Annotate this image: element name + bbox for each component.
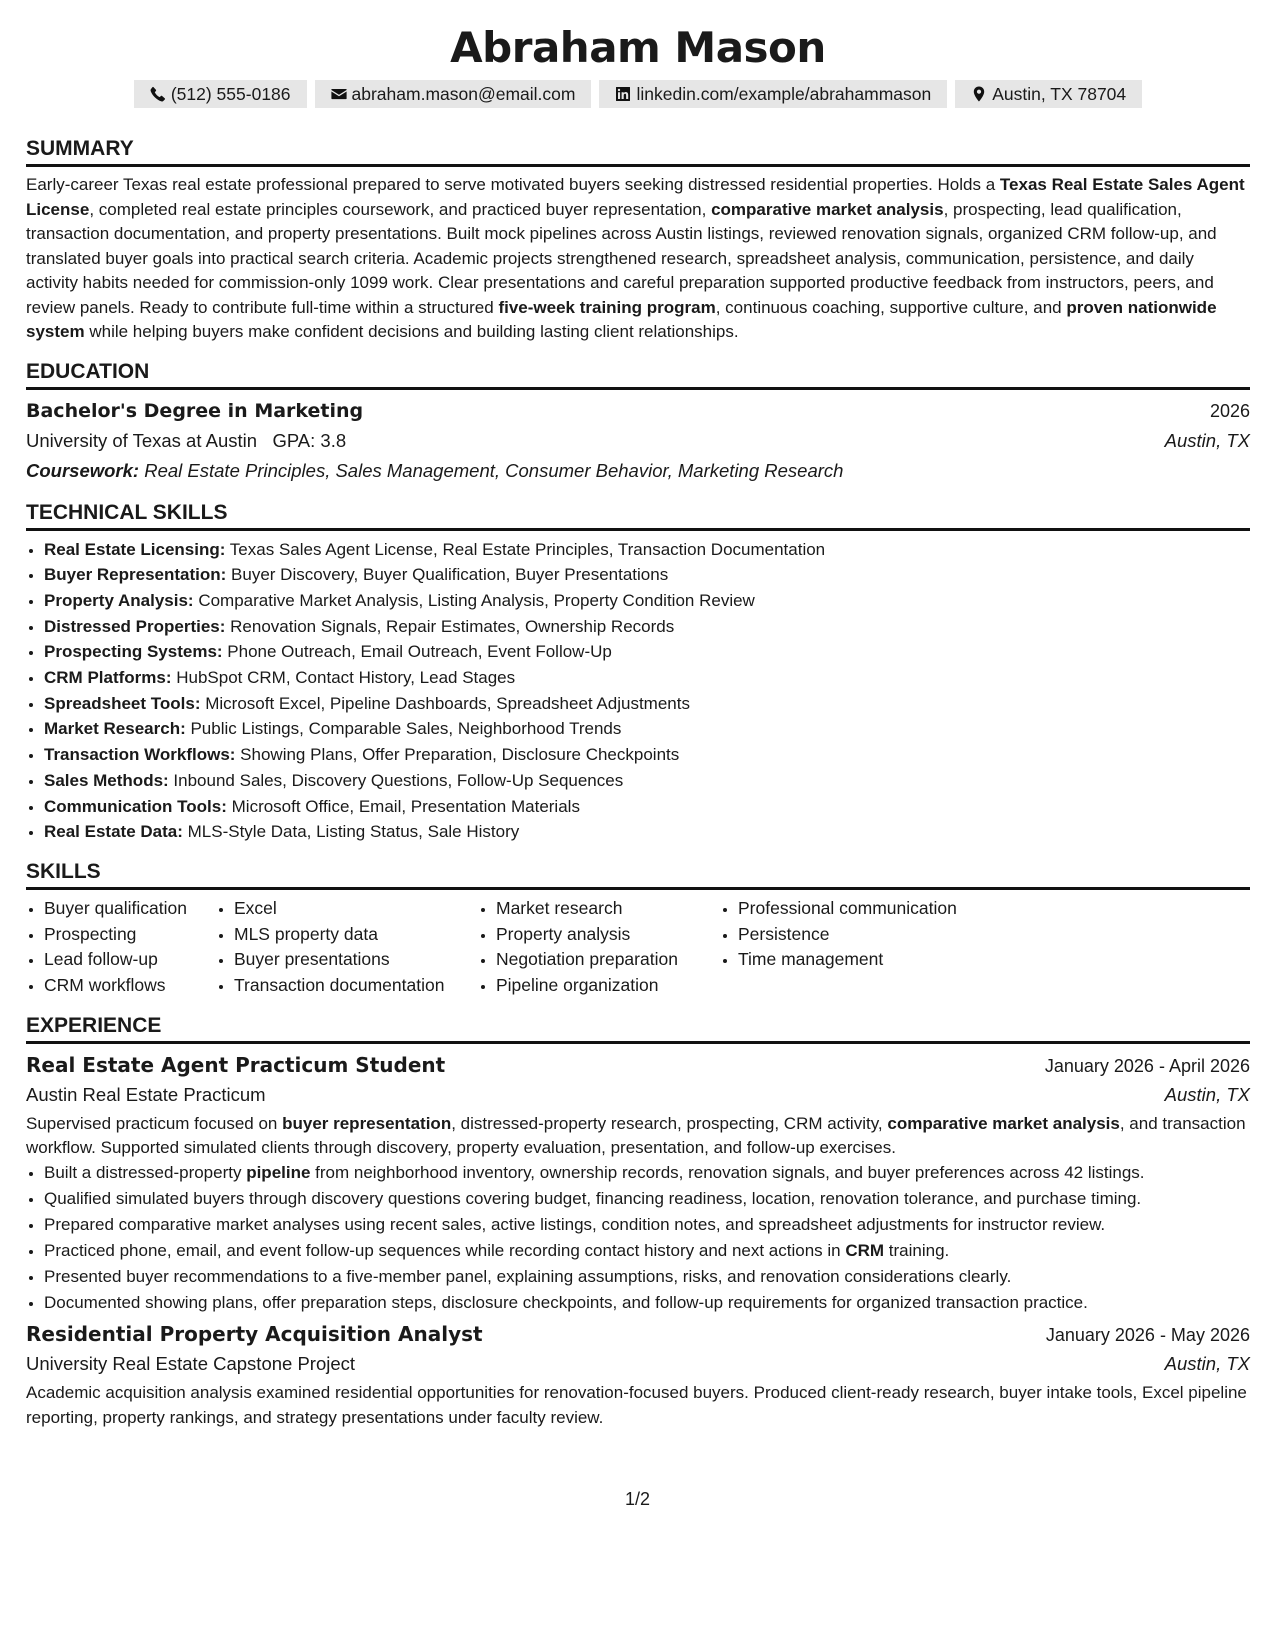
job-header-row [26,1050,1250,1080]
technical-skills-section [26,500,1250,845]
bullet-text-bold: CRM [845,1240,885,1260]
coursework-label: Coursework: [26,459,140,481]
list-item: • Persistence [738,922,1038,948]
list-item [44,768,1250,794]
bullet-text: Documented showing plans, offer preparation steps, disclosure checkpoints, and follow-up requirements for organized transaction practice. [44,1292,1088,1312]
list-item: • Buyer qualification [44,896,216,922]
list-item [44,639,1250,665]
summary-section [26,136,1250,345]
job-title: Real Estate Agent Practicum Student [26,1052,446,1077]
list-item [44,1187,1250,1212]
list-item: • Lead follow-up [44,947,216,973]
skill-values: Buyer Discovery, Buyer Qualification, Buyer Presentations [226,565,669,585]
list-item: • Property analysis [496,922,720,948]
list-item [44,1161,1250,1186]
skill-values: MLS-Style Data, Listing Status, Sale History [182,822,520,842]
degree-title: Bachelor's Degree in Marketing [26,399,364,422]
skill-category: CRM Platforms: [44,668,172,688]
job-summary [26,1112,1250,1161]
job-dates: January 2026 - April 2026 [1044,1055,1250,1076]
skill-values: HubSpot CRM, Contact History, Lead Stages [171,668,516,688]
job-organization: Austin Real Estate Practicum [26,1083,266,1105]
bullet-text: training. [884,1240,950,1260]
job-summary-segment: Academic acquisition analysis examined residential opportunities for renovation-focused buyers. Produced client-ready research, buyer intake tools, Excel pipeline reporting, property rankings, and strategy presentations under faculty review. [26,1383,1247,1427]
skill-values: Renovation Signals, Repair Estimates, Ownership Records [225,616,675,636]
phone-text: (512) 555-0186 [170,84,291,104]
skill-category: Sales Methods: [44,770,169,790]
bullet-text: Prepared comparative market analyses using recent sales, active listings, condition notes, and spreadsheet adjustments for instructor review. [44,1214,1106,1234]
job-summary [26,1381,1250,1430]
candidate-name: Abraham Mason [450,23,826,72]
skill-category: Prospecting Systems: [44,642,223,662]
contact-bar [26,80,1250,108]
list-item [44,1213,1250,1238]
list-item [44,1265,1250,1290]
bullet-text: Qualified simulated buyers through discovery questions covering budget, financing readiness, location, renovation tolerance, and purchase timing. [44,1188,1142,1208]
contact-location [955,80,1142,108]
skill-category: Buyer Representation: [44,565,227,585]
linkedin-icon [615,86,631,102]
skills-column-2 [216,896,478,999]
education-school-row [26,426,1250,456]
skill-category: Spreadsheet Tools: [44,693,201,713]
list-item: • Transaction documentation [234,973,478,999]
skill-category: Real Estate Licensing: [44,539,226,559]
summary-segment: , completed real estate principles coursework, and practiced buyer representation, [89,199,712,219]
skill-category: Distressed Properties: [44,616,226,636]
job-org-row [26,1349,1250,1379]
skill-values: Showing Plans, Offer Preparation, Disclosure Checkpoints [235,745,680,765]
skills-column-3 [478,896,720,999]
bullet-text-bold: pipeline [246,1162,311,1182]
coursework-list: Real Estate Principles, Sales Management, Consumer Behavior, Marketing Research [139,459,844,481]
page-number: 1/2 [624,1489,651,1509]
job-header-row [26,1319,1250,1349]
experience-heading: EXPERIENCE [26,1013,1250,1044]
bullet-text: from neighborhood inventory, ownership records, renovation signals, and buyer preferences across 42 listings. [310,1162,1145,1182]
skill-values: Microsoft Office, Email, Presentation Materials [226,796,580,816]
job-location: Austin, TX [1164,1083,1250,1105]
experience-section [26,1013,1250,1431]
skills-column-4 [720,896,1038,999]
list-item: • Pipeline organization [496,973,720,999]
summary-segment: Early-career Texas real estate professional prepared to serve motivated buyers seeking distressed residential properties. Holds a [26,175,1000,194]
list-item: • CRM workflows [44,973,216,999]
job-summary-segment-bold: comparative market analysis [887,1113,1120,1133]
skill-values: Inbound Sales, Discovery Questions, Follow-Up Sequences [168,770,624,790]
summary-segment-bold: Texas Real Estate Sales Agent License [26,175,1245,219]
technical-skills-list [26,537,1250,845]
list-item: • Time management [738,947,1038,973]
job-organization: University Real Estate Capstone Project [26,1353,356,1375]
list-item [44,665,1250,691]
contact-email[interactable] [315,80,592,108]
list-item [44,1291,1250,1316]
list-item [44,614,1250,640]
map-pin-icon [971,86,987,102]
education-header-row [26,396,1250,426]
contact-linkedin[interactable] [599,80,947,108]
skill-values: Texas Sales Agent License, Real Estate Principles, Transaction Documentation [225,539,826,559]
envelope-icon [331,86,347,102]
bullet-text: Practiced phone, email, and event follow-up sequences while recording contact history and next actions in [44,1240,846,1260]
skill-category: Communication Tools: [44,796,227,816]
summary-segment: , prospecting, lead qualification, transaction documentation, and property presentations. Built mock pipelines across Austin listings, reviewed renovation signals, organized CRM follow-up, and translated buyer goals into practical search criteria. Academic projects strengthened research, spreadsheet analysis, communication, persistence, and daily activity habits needed for commission-only 1099 work. Clear presentations and careful preparation supported productive feedback from instructors, peers, and review panels. Ready to contribute full-time within a structured [26,199,1217,317]
job-summary-segment-bold: buyer representation [282,1113,452,1133]
summary-segment-bold: five-week training program [498,297,716,317]
contact-phone [134,80,307,108]
list-item: • Professional communication [738,896,1038,922]
job-summary-segment: , distressed-property research, prospecting, CRM activity, [451,1113,888,1133]
job-org-row [26,1080,1250,1110]
technical-skills-heading: TECHNICAL SKILLS [26,500,1250,531]
school-location: Austin, TX [1164,429,1250,451]
skill-category: Real Estate Data: [44,822,183,842]
list-item: • Buyer presentations [234,947,478,973]
list-item: • Negotiation preparation [496,947,720,973]
summary-text [26,173,1250,345]
graduation-year: 2026 [1209,400,1250,421]
school-name: University of Texas at Austin [26,429,258,451]
list-item: • Excel [234,896,478,922]
list-item [44,716,1250,742]
skill-category: Property Analysis: [44,590,194,610]
education-section [26,359,1250,486]
bullet-text: Presented buyer recommendations to a five-member panel, explaining assumptions, risks, and renovation considerations clearly. [44,1266,1012,1286]
job-entry [26,1050,1250,1316]
list-item [44,794,1250,820]
list-item [44,537,1250,563]
list-item: • Prospecting [44,922,216,948]
skill-values: Phone Outreach, Email Outreach, Event Follow-Up [222,642,612,662]
skills-columns [26,896,1250,999]
summary-segment-bold: comparative market analysis [711,199,944,219]
skill-category: Transaction Workflows: [44,745,236,765]
resume-page [26,20,1250,1430]
skills-heading: SKILLS [26,859,1250,890]
list-item [44,819,1250,845]
list-item: • Market research [496,896,720,922]
list-item: • MLS property data [234,922,478,948]
list-item [44,588,1250,614]
linkedin-text: linkedin.com/example/abrahammason [636,84,932,104]
job-summary-segment: , and transaction workflow. Supported simulated clients through discovery, property evaluation, presentation, and follow-up exercises. [26,1113,1246,1158]
job-bullets [26,1161,1250,1316]
skill-values: Microsoft Excel, Pipeline Dashboards, Spreadsheet Adjustments [200,693,690,713]
job-title: Residential Property Acquisition Analyst [26,1322,483,1347]
bullet-text: Built a distressed-property [44,1162,247,1182]
job-dates: January 2026 - May 2026 [1045,1325,1250,1346]
skill-values: Public Listings, Comparable Sales, Neighborhood Trends [185,719,622,739]
skills-section [26,859,1250,999]
school-line [26,426,346,456]
job-location: Austin, TX [1164,1353,1250,1375]
list-item [44,742,1250,768]
job-entry [26,1319,1250,1430]
coursework-line [26,456,1250,486]
education-heading: EDUCATION [26,359,1250,390]
summary-segment-bold: proven nationwide system [26,297,1217,341]
list-item [44,562,1250,588]
phone-icon [150,86,166,102]
list-item [44,691,1250,717]
summary-segment: , continuous coaching, supportive culture, and [715,297,1067,317]
summary-segment: while helping buyers make confident decisions and building lasting client relationships. [84,322,739,341]
location-text: Austin, TX 78704 [992,84,1127,104]
summary-heading: SUMMARY [26,136,1250,167]
skills-column-1 [26,896,216,999]
job-summary-segment: Supervised practicum focused on [26,1113,283,1133]
skill-values: Comparative Market Analysis, Listing Analysis, Property Condition Review [193,590,755,610]
gpa: GPA: 3.8 [272,429,347,451]
email-text: abraham.mason@email.com [351,84,576,104]
list-item [44,1239,1250,1264]
skill-category: Market Research: [44,719,186,739]
